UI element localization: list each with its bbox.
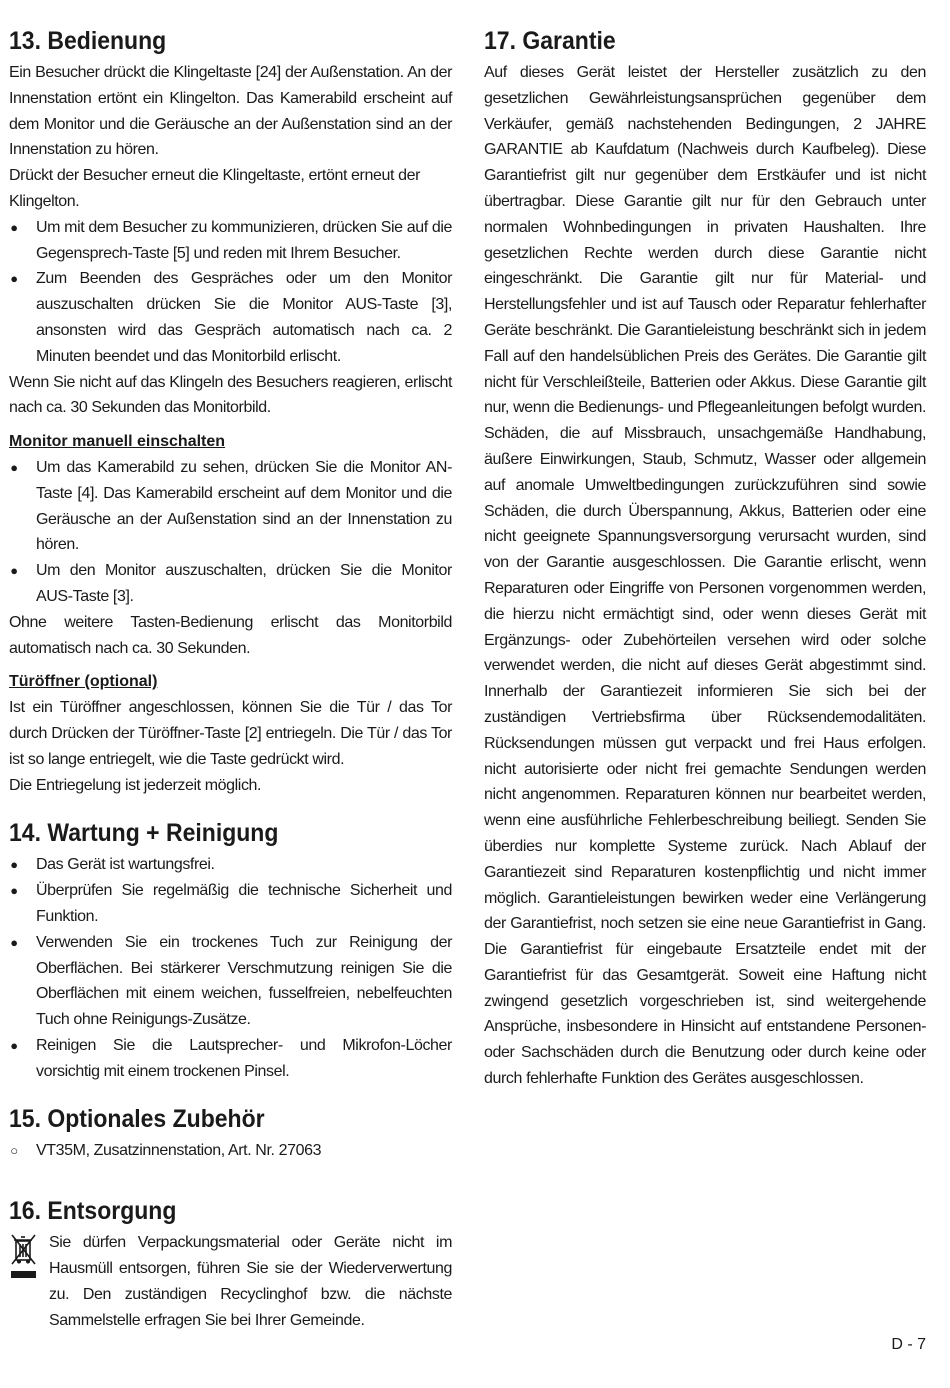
list-item bbox=[9, 1033, 452, 1085]
door-opener-paragraph-2: Die Entriegelung ist jederzeit möglich. bbox=[9, 776, 262, 794]
list-item bbox=[9, 930, 452, 1033]
list-item bbox=[9, 1138, 452, 1164]
bullet-icon: ● bbox=[10, 219, 18, 235]
section-15-title: 15. Optionales Zubehör bbox=[9, 1105, 265, 1134]
list-item bbox=[9, 266, 452, 369]
section-13-paragraph-1: Ein Besucher drückt die Klingeltaste [24] der Außenstation. An der Innenstation ertönt ein Klingelton. Das Kamerabild erscheint auf dem Monitor und die Geräusche an der Außenstation sind an der Innenstation zu hören. bbox=[9, 64, 452, 159]
section-14-title: 14. Wartung + Reinigung bbox=[9, 819, 279, 848]
left-column bbox=[9, 26, 452, 1333]
door-opener-paragraph-1: Ist ein Türöffner angeschlossen, können Sie die Tür / das Tor durch Drücken der Türöffner-Taste [2] entriegeln. Die Tür / das Tor ist so lange entriegelt, wie die Taste gedrückt wird. bbox=[9, 699, 452, 768]
monitor-manual-paragraph: Ohne weitere Tasten-Bedienung erlischt das Monitorbild automatisch nach ca. 30 Sekunden. bbox=[9, 613, 452, 657]
section-13-title: 13. Bedienung bbox=[9, 27, 167, 55]
monitor-manual-bullets bbox=[9, 455, 452, 610]
section-13-paragraph-3: Wenn Sie nicht auf das Klingeln des Besuchers reagieren, erlischt nach ca. 30 Sekunden das Monitorbild. bbox=[9, 373, 452, 417]
list-item-text: VT35M, Zusatzinnenstation, Art. Nr. 27063 bbox=[36, 1142, 322, 1160]
bullet-icon: ● bbox=[10, 563, 18, 579]
subheading-monitor-manual: Monitor manuell einschalten bbox=[9, 433, 226, 451]
disposal-paragraph: Sie dürfen Verpackungsmaterial oder Geräte nicht im Hausmüll entsorgen, führen Sie sie der Wiederverwertung zu. Den zuständigen Recyclinghof bzw. die nächste Sammelstelle erfragen Sie bei Ihrer Gemeinde. bbox=[49, 1234, 452, 1329]
list-item bbox=[9, 215, 452, 267]
list-item-text: Das Gerät ist wartungsfrei. bbox=[36, 856, 215, 874]
bullet-icon: ● bbox=[10, 857, 18, 873]
section-17-title: 17. Garantie bbox=[484, 27, 616, 55]
list-item-text: Um den Monitor auszuschalten, drücken Sie die Monitor AUS-Taste [3]. bbox=[36, 562, 452, 605]
section-17-paragraph: Auf dieses Gerät leistet der Hersteller zusätzlich zu den gesetzlichen Gewährleistungsansprüchen gegenüber dem Verkäufer, gemäß nachstehenden Bedingungen, 2 JAHRE GARANTIE ab Kaufdatum (Nachweis durch Kaufbeleg). Diese Garantiefrist gilt nur gegenüber dem Erstkäufer und ist nicht übertragbar. Diese Garantie gilt nur für den Gebrauch unter normalen Wohnbedingungen in privaten Haushalten. Ihre gesetzlichen Rechte werden durch diese Garantie nicht eingeschränkt. Die Garantie gilt nur für Material- und Herstellungsfehler und ist auf Tausch oder Reparatur fehlerhafter Geräte beschränkt. Die Garantieleistung beschränkt sich in jedem Fall auf den handelsüblichen Preis des Gerätes. Die Garantie gilt nicht für Verschleißteile, Batterien oder Akkus. Diese Garantie gilt nur, wenn die Bedienungs- und Pflegeanleitungen befolgt wurden. Schäden, die auf Missbrauch, unsachgemäße Handhabung, äußere Einwirkungen, Staub, Schmutz, Wasser oder allgemein auf anomale Umweltbedingungen zurückzuführen sind sowie Schäden, die durch Überspannung, Akkus, Batterien oder eine nicht geeignete Spannungsversorgung verursacht wurden, sind von der Garantie ausgeschlossen. Die Garantie erlischt, wenn Reparaturen oder Eingriffe von Personen vorgenommen werden, die hierzu nicht ermächtigt sind, oder wenn dieses Gerät mit Ergänzungs- oder Zubehörteilen versehen wird oder solche verwendet werden, die nicht auf dieses Gerät abgestimmt sind. Innerhalb der Garantiezeit informieren Sie sich bei der zuständigen Vertriebsfirma über Rücksendemodalitäten. Rücksendungen müssen gut verpackt und frei Haus erfolgen. nicht autorisierte oder nicht frei gemachte Sendungen werden nicht angenommen. Reparaturen können nur bearbeitet werden, wenn eine ausführliche Fehlerbeschreibung beiliegt. Senden Sie überdies nur komplette Systeme zurück. Nach Ablauf der Garantiezeit sind Reparaturen kostenpflichtig und nicht immer möglich. Garantieleistungen bewirken weder eine Verlängerung der Garantiefrist, noch setzen sie eine neue Garantiefrist in Gang. Die Garantiefrist für eingebaute Ersatzteile endet mit der Garantiefrist für das Gesamtgerät. Soweit eine Haftung nicht zwingend gesetzlich vorgeschrieben ist, sind weitergehende Ansprüche, insbesondere in Hinsicht auf entstandene Personen- oder Sachschäden durch die Benutzung oder durch keine oder durch fehlerhafte Funktion des Gerätes ausgeschlossen. bbox=[484, 64, 926, 1088]
list-item bbox=[9, 558, 452, 610]
list-item-text: Zum Beenden des Gespräches oder um den Monitor auszuschalten drücken Sie die Monitor AUS-Taste [3], ansonsten wird das Gespräch automatisch nach ca. 2 Minuten beendet und das Monitorbild erlischt. bbox=[36, 270, 452, 365]
section-13-bullets bbox=[9, 215, 452, 370]
page-number: D - 7 bbox=[891, 1336, 926, 1353]
section-13-paragraph-2: Drückt der Besucher erneut die Klingeltaste, ertönt erneut der Klingelton. bbox=[9, 167, 420, 210]
subheading-door-opener: Türöffner (optional) bbox=[9, 673, 158, 691]
bullet-icon: ● bbox=[10, 1037, 18, 1053]
list-item-text: Überprüfen Sie regelmäßig die technische Sicherheit und Funktion. bbox=[36, 882, 452, 925]
crossed-out-bin-icon bbox=[11, 1234, 37, 1280]
bullet-icon: ● bbox=[10, 271, 18, 287]
list-item-text: Um mit dem Besucher zu kommunizieren, drücken Sie auf die Gegensprech-Taste [5] und reden mit Ihrem Besucher. bbox=[36, 218, 452, 262]
disposal-block bbox=[9, 1230, 452, 1333]
list-item bbox=[9, 878, 452, 930]
section-15-list bbox=[9, 1138, 452, 1164]
bullet-icon: ● bbox=[10, 459, 18, 475]
list-item-text: Verwenden Sie ein trockenes Tuch zur Reinigung der Oberflächen. Bei stärkerer Verschmutzung reinigen Sie die Oberflächen mit einem weichen, fusselfreien, nebelfeuchten Tuch ohne Reinigungs-Zusätze. bbox=[36, 933, 452, 1029]
bullet-icon: ● bbox=[10, 883, 18, 899]
hollow-bullet-icon: ○ bbox=[10, 1143, 18, 1159]
right-column bbox=[484, 26, 926, 1092]
section-16-title: 16. Entsorgung bbox=[9, 1197, 177, 1226]
list-item-text: Reinigen Sie die Lautsprecher- und Mikrofon-Löcher vorsichtig mit einem trockenen Pinsel. bbox=[36, 1036, 452, 1080]
section-14-bullets bbox=[9, 852, 452, 1084]
list-item bbox=[9, 455, 452, 558]
list-item-text: Um das Kamerabild zu sehen, drücken Sie die Monitor AN-Taste [4]. Das Kamerabild erscheint auf dem Monitor und die Geräusche an der Außenstation sind an der Innenstation zu hören. bbox=[36, 458, 452, 554]
list-item bbox=[9, 852, 452, 878]
bullet-icon: ● bbox=[10, 934, 18, 950]
